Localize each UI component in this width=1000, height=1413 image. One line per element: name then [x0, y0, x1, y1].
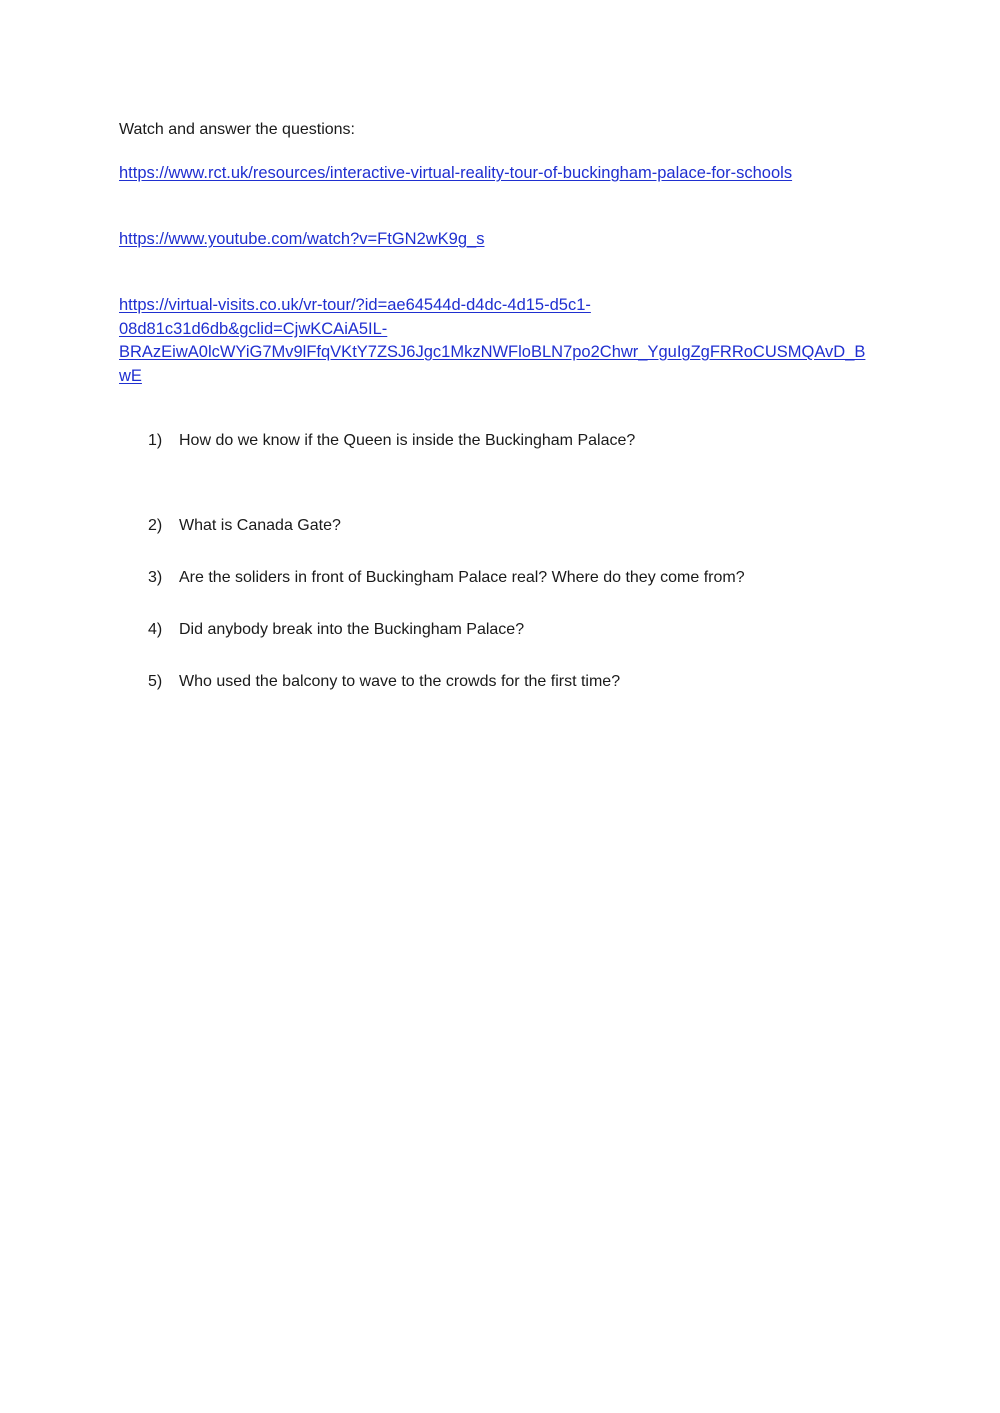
question-number: 4) — [148, 621, 163, 638]
link-line: https://virtual-visits.co.uk/vr-tour/?id=ae64544d-d4dc-4d15-d5c1- — [119, 296, 591, 314]
question-item — [148, 619, 524, 641]
question-number: 3) — [148, 569, 163, 586]
link-line: wE — [119, 366, 142, 385]
question-text: How do we know if the Queen is inside the Buckingham Palace? — [179, 432, 636, 449]
question-text: Who used the balcony to wave to the crowds for the first time? — [179, 673, 621, 690]
link-rct-virtual-tour[interactable]: https://www.rct.uk/resources/interactive-virtual-reality-tour-of-buckingham-palace-for-schools — [119, 164, 793, 182]
question-item — [148, 567, 745, 589]
question-text: Did anybody break into the Buckingham Palace? — [179, 621, 525, 638]
link-youtube-video[interactable]: https://www.youtube.com/watch?v=FtGN2wK9g_s — [119, 230, 485, 248]
question-item — [148, 430, 635, 452]
question-item — [148, 515, 341, 537]
question-item — [148, 671, 620, 693]
question-number: 1) — [148, 432, 163, 449]
link-line: BRAzEiwA0lcWYiG7Mv9lFfqVKtY7ZSJ6Jgc1MkzNWFloBLN7po2Chwr_YguIgZgFRRoCUSMQAvD_B — [119, 343, 866, 361]
question-text: What is Canada Gate? — [179, 517, 341, 534]
link-virtual-visits-tour[interactable] — [119, 294, 865, 388]
question-text: Are the soliders in front of Buckingham Palace real? Where do they come from? — [179, 569, 745, 586]
instructions-text: Watch and answer the questions: — [119, 121, 355, 138]
question-number: 2) — [148, 517, 163, 534]
link-line: 08d81c31d6db&gclid=CjwKCAiA5IL- — [119, 319, 388, 338]
question-number: 5) — [148, 673, 163, 690]
